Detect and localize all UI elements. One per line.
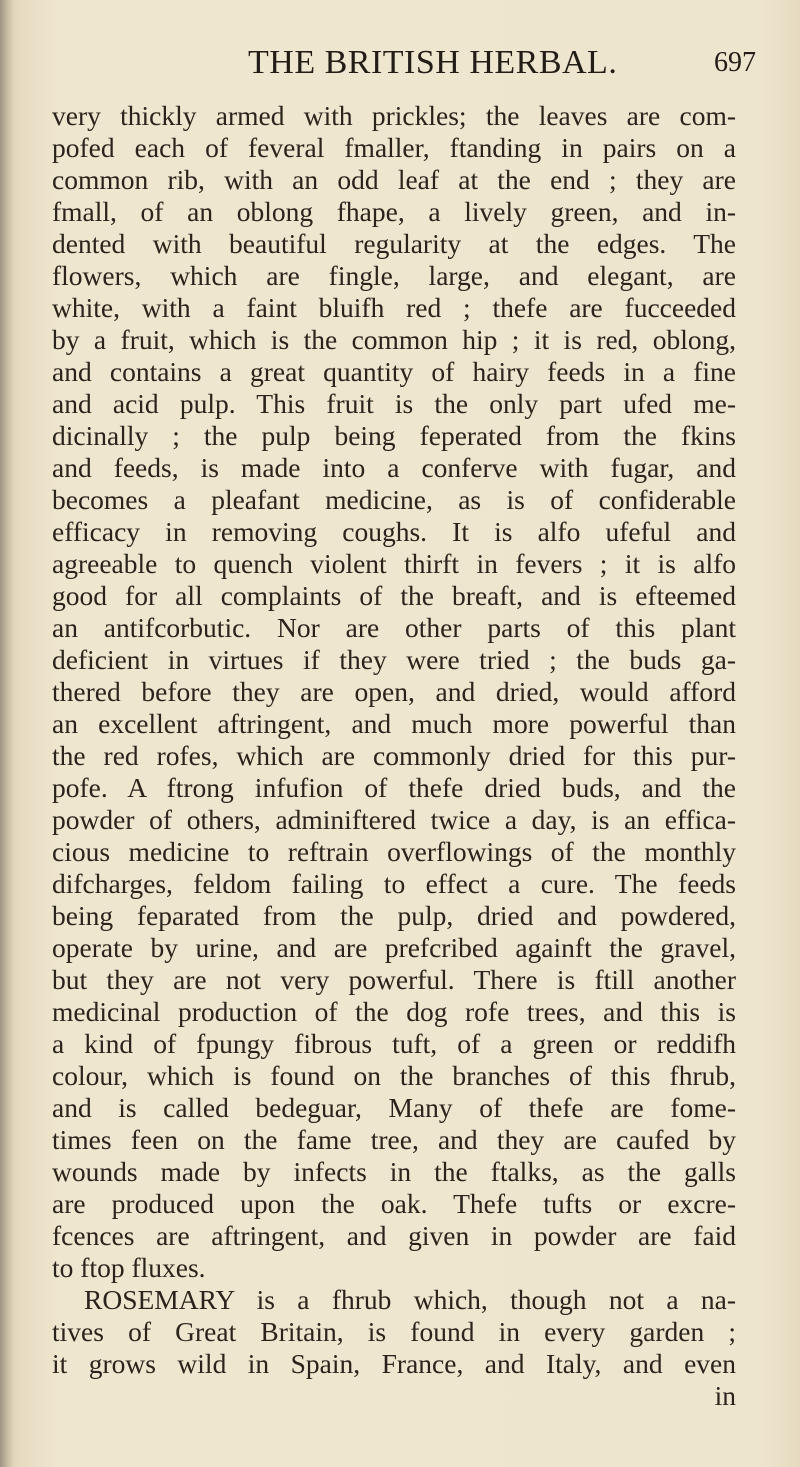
text-line: efficacy in removing coughs. It is alfo ufeful and: [52, 516, 736, 547]
running-title: THE BRITISH HERBAL.: [248, 44, 618, 81]
page-number: 697: [714, 47, 756, 78]
text-line: a kind of fpungy fibrous tuft, of a green or reddifh: [52, 1028, 736, 1059]
text-line: fmall, of an oblong fhape, a lively green, and in-: [52, 196, 736, 227]
text-line: and feeds, is made into a conferve with fugar, and: [52, 452, 736, 483]
text-line: operate by urine, and are prefcribed againft the gravel,: [52, 932, 736, 963]
text-line: common rib, with an odd leaf at the end ; they are: [52, 164, 736, 195]
text-line: thered before they are open, and dried, would afford: [52, 676, 736, 707]
text-line: very thickly armed with prickles; the leaves are com-: [52, 100, 736, 131]
text-line: agreeable to quench violent thirft in fevers ; it is alfo: [52, 548, 736, 579]
text-line-paragraph-end: to ftop fluxes.: [52, 1252, 206, 1283]
text-line: good for all complaints of the breaft, and is efteemed: [52, 580, 736, 611]
text-line: pofe. A ftrong infufion of thefe dried buds, and the: [52, 772, 736, 803]
text-line: it grows wild in Spain, France, and Italy, and even: [52, 1348, 736, 1379]
text-line: but they are not very powerful. There is ftill another: [52, 964, 736, 995]
text-line: cious medicine to reftrain overflowings of the monthly: [52, 836, 736, 867]
text-line: medicinal production of the dog rofe trees, and this is: [52, 996, 736, 1027]
text-line: the red rofes, which are commonly dried for this pur-: [52, 740, 736, 771]
text-line: deficient in virtues if they were tried ; the buds ga-: [52, 644, 736, 675]
text-line: difcharges, feldom failing to effect a cure. The feeds: [52, 868, 736, 899]
text-line: fcences are aftringent, and given in powder are faid: [52, 1220, 736, 1251]
text-line: becomes a pleafant medicine, as is of confiderable: [52, 484, 736, 515]
page-gutter-edge: [0, 0, 14, 1467]
text-line: tives of Great Britain, is found in every garden ;: [52, 1316, 736, 1347]
text-line: powder of others, adminiftered twice a day, is an effica-: [52, 804, 736, 835]
text-line: by a fruit, which is the common hip ; it is red, oblong,: [52, 324, 736, 355]
text-line: dicinally ; the pulp being feperated from the fkins: [52, 420, 736, 451]
text-line: wounds made by infects in the ftalks, as the galls: [52, 1156, 736, 1187]
text-line: and contains a great quantity of hairy feeds in a fine: [52, 356, 736, 387]
text-line: are produced upon the oak. Thefe tufts or excre-: [52, 1188, 736, 1219]
text-line: an excellent aftringent, and much more powerful than: [52, 708, 736, 739]
page-header: [0, 44, 800, 88]
text-line: times feen on the fame tree, and they are caufed by: [52, 1124, 736, 1155]
text-line: and is called bedeguar, Many of thefe are fome-: [52, 1092, 736, 1123]
text-line: an antifcorbutic. Nor are other parts of this plant: [52, 612, 736, 643]
text-line: dented with beautiful regularity at the edges. The: [52, 228, 736, 259]
text-line: colour, which is found on the branches of this fhrub,: [52, 1060, 736, 1091]
text-line: flowers, which are fingle, large, and elegant, are: [52, 260, 736, 291]
text-line: pofed each of feveral fmaller, ftanding in pairs on a: [52, 132, 736, 163]
text-line: and acid pulp. This fruit is the only part ufed me-: [52, 388, 736, 419]
catchword: in: [714, 1380, 736, 1411]
rosemary-paragraph-start: ROSEMARY is a fhrub which, though not a na-: [84, 1284, 736, 1315]
text-line: being feparated from the pulp, dried and powdered,: [52, 900, 736, 931]
text-line: white, with a faint bluifh red ; thefe are fucceeded: [52, 292, 736, 323]
